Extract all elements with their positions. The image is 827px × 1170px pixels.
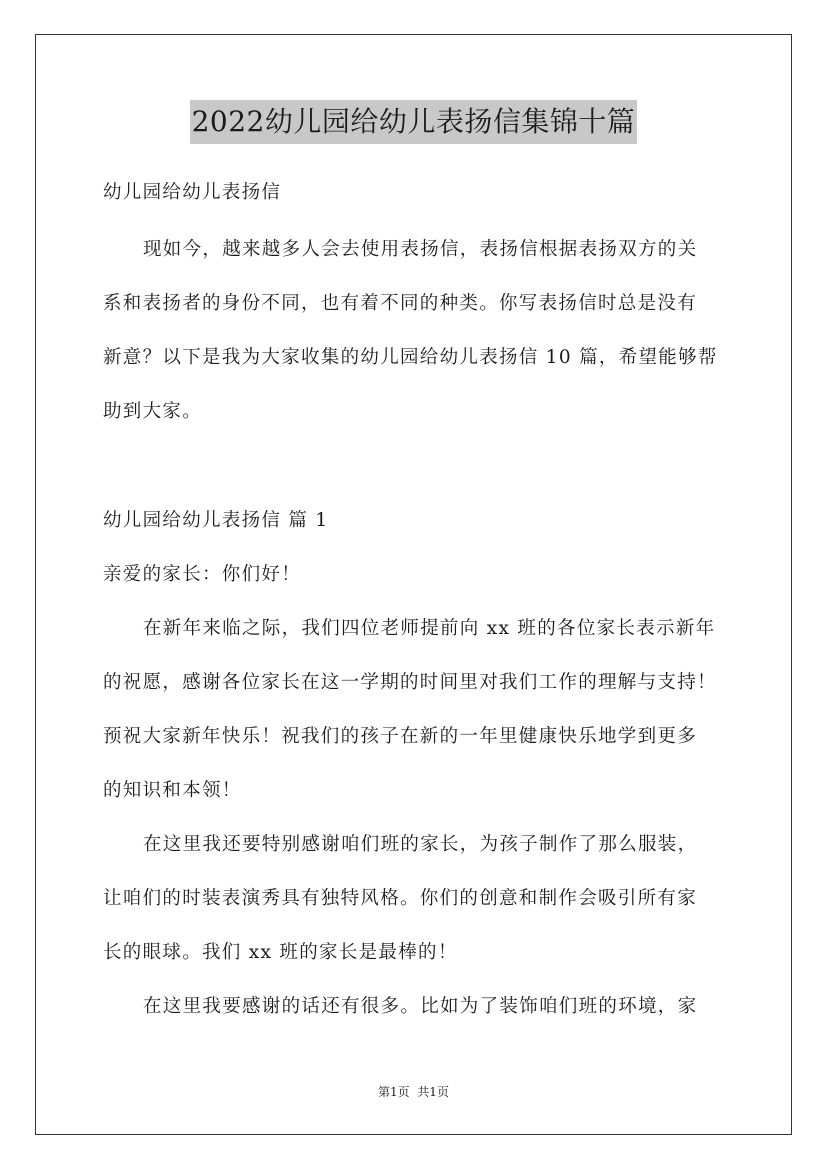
paragraph-line: 长的眼球。我们 xx 班的家长是最棒的！ [103, 942, 458, 963]
paragraph-line: 让咱们的时装表演秀具有独特风格。你们的创意和制作会吸引所有家 [103, 888, 698, 909]
paragraph-line: 预祝大家新年快乐！祝我们的孩子在新的一年里健康快乐地学到更多 [103, 726, 698, 747]
paragraph-line: 现如今，越来越多人会去使用表扬信，表扬信根据表扬双方的关 [143, 239, 698, 260]
paragraph-line: 的祝愿，感谢各位家长在这一学期的时间里对我们工作的理解与支持！ [103, 672, 717, 693]
paragraph-line: 的知识和本领！ [103, 780, 242, 801]
paragraph-line: 新意？以下是我为大家收集的幼儿园给幼儿表扬信 10 篇，希望能够帮 [103, 347, 718, 368]
paragraph-line: 助到大家。 [103, 401, 203, 422]
salutation: 亲爱的家长：你们好！ [103, 564, 302, 585]
title-container [0, 100, 827, 144]
document-title: 2022幼儿园给幼儿表扬信集锦十篇 [190, 100, 638, 144]
paragraph-line: 在这里我要感谢的话还有很多。比如为了装饰咱们班的环境，家 [143, 996, 698, 1017]
intro-heading: 幼儿园给幼儿表扬信 [103, 182, 282, 203]
section-heading: 幼儿园给幼儿表扬信 篇 1 [103, 510, 329, 531]
paragraph-line: 在新年来临之际，我们四位老师提前向 xx 班的各位家长表示新年 [143, 618, 716, 639]
paragraph-line: 在这里我还要特别感谢咱们班的家长，为孩子制作了那么服装， [143, 834, 698, 855]
paragraph-line: 系和表扬者的身份不同，也有着不同的种类。你写表扬信时总是没有 [103, 293, 698, 314]
page-footer: 第1页 共1页 [378, 1085, 449, 1099]
